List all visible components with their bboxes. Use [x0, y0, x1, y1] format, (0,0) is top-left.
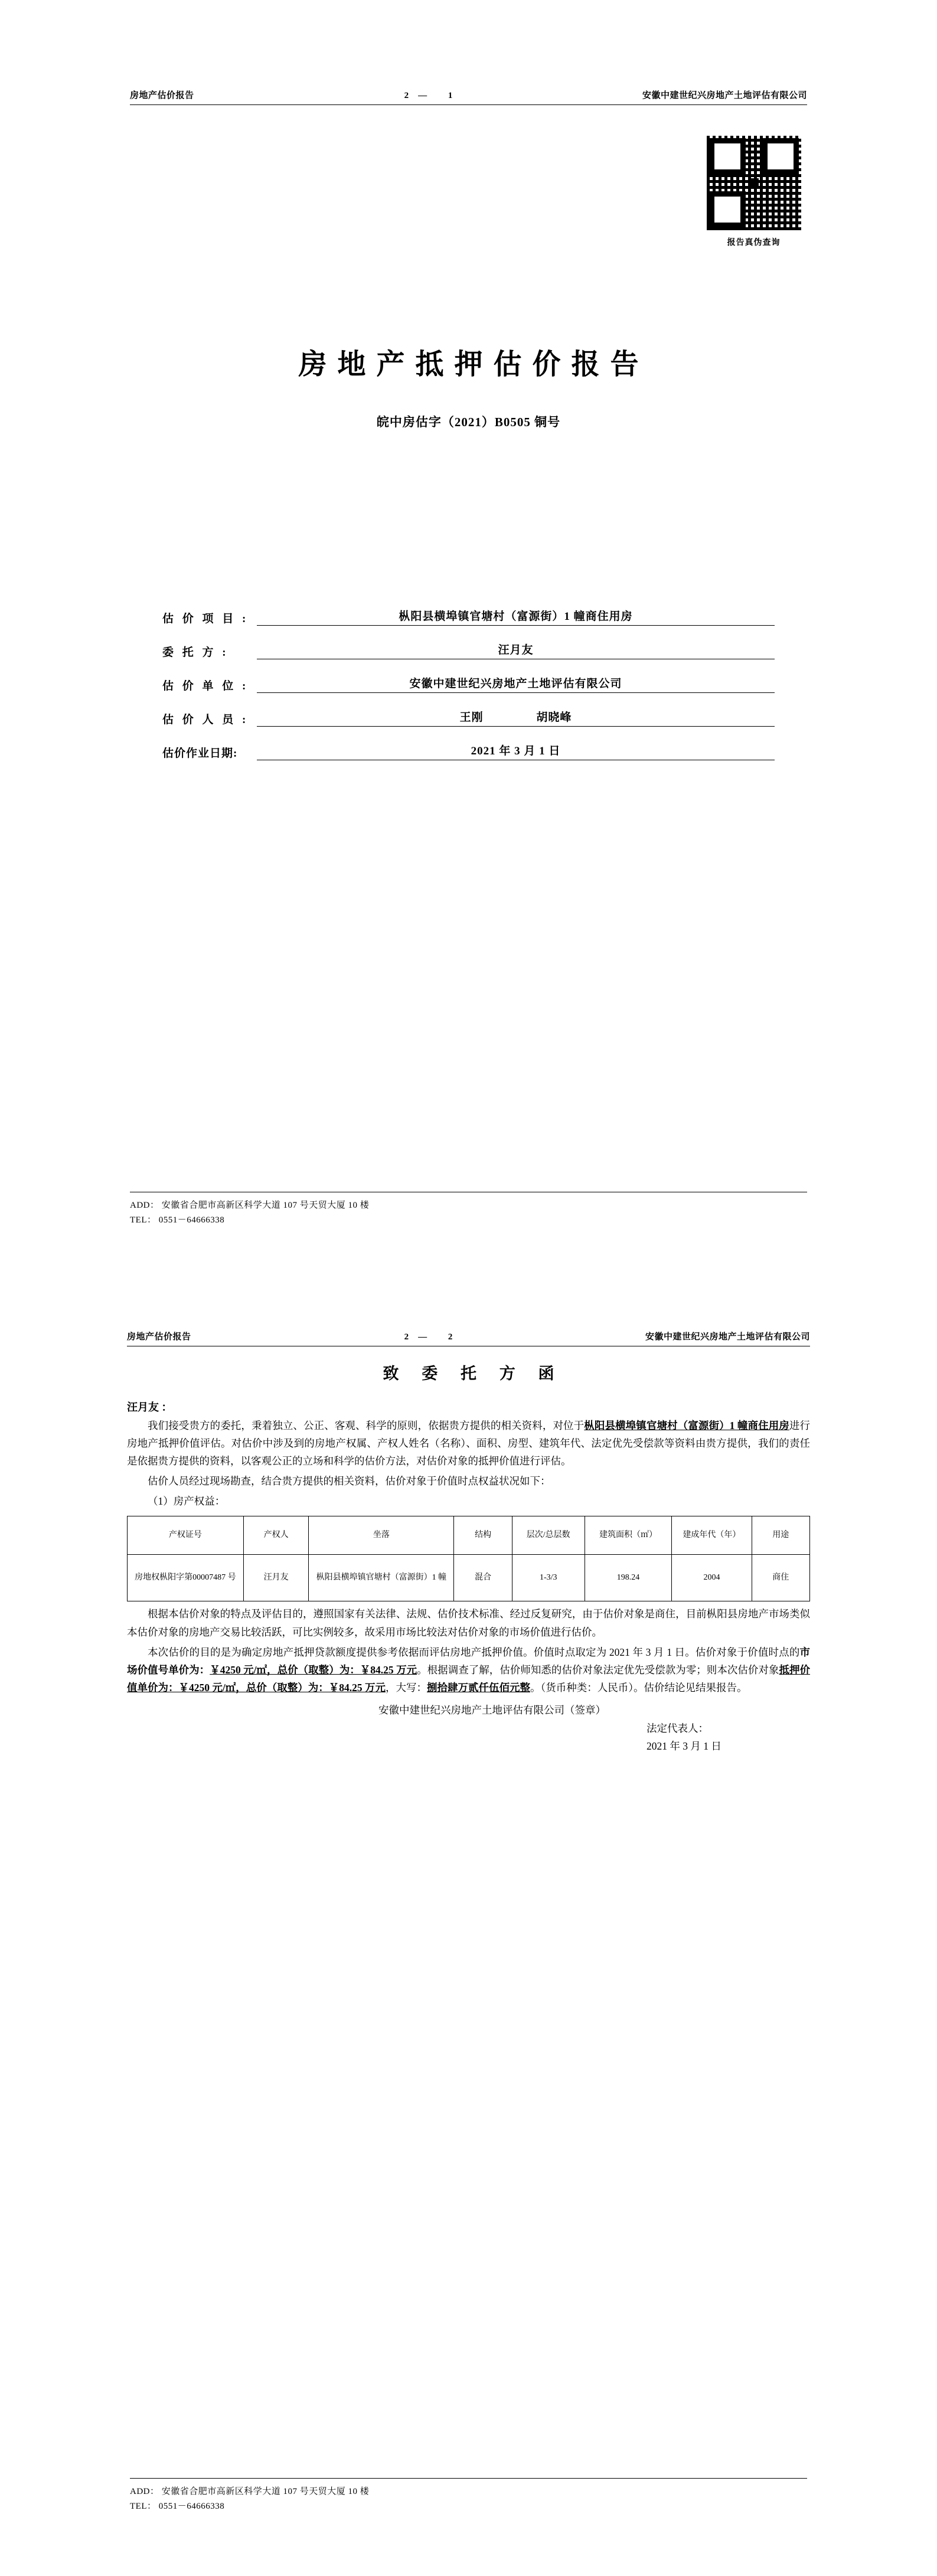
- field-label-client: 委 托 方 :: [162, 646, 229, 659]
- field-label-appraisal-company: 估 价 单 位 :: [162, 680, 249, 692]
- field-value-project: 枞阳县横埠镇官塘村（富源街）1 幢商住用房: [257, 607, 775, 626]
- field-value-client: 汪月友: [257, 641, 775, 659]
- page2-running-header: [127, 1330, 810, 1346]
- para1-subject-property: 枞阳县横埠镇官塘村（富源街）1 幢商住用房: [584, 1420, 789, 1431]
- page1-running-header: [130, 89, 807, 105]
- para5-mortgage-value-amount: 抵押价值单价为：￥4250 元/㎡，总价（取整）为：￥84.25 万元: [127, 1663, 811, 1694]
- qr-code-icon[interactable]: [707, 136, 801, 230]
- letter-paragraph-4: 根据本估价对象的特点及评估目的，遵照国家有关法律、法规、估价技术标准、经过反复研究，由于估价对象是商住，目前枞阳县房地产市场类似本估价对象的房地产交易比较活跃，可比实例较多，故采用市场比较法对估价对象的市场价值进行估价。: [127, 1608, 810, 1638]
- report-number: 皖中房估字（2021）B0505 铜号: [376, 415, 561, 429]
- para5-part-d: 。根据调查了解，估价师知悉的估价对象法定优先受偿款为零；则本次估价对象: [417, 1663, 779, 1676]
- field-value-appraisal-company: 安徽中建世纪兴房地产土地评估有限公司: [257, 675, 775, 693]
- running-header-page-number-2: 2: [448, 1332, 462, 1342]
- para5-part-a: 本次估价的目的是为确定房地产抵押贷款额度提供参考依据而评估房地产抵押价值。价值时点取定为 2021 年 3 月 1 日。估价对象于价值时点的: [148, 1646, 800, 1658]
- th-floor: 层次/总层数: [512, 1516, 585, 1555]
- td-use: 商住: [752, 1555, 809, 1601]
- field-label-project: 估 价 项 目 :: [162, 613, 249, 625]
- footer-tel: TEL： 0551－64666338: [130, 1215, 225, 1225]
- field-value-appraisers: [257, 708, 775, 727]
- para5-part-f: ，大写：: [386, 1681, 427, 1694]
- document-page-2: [0, 1290, 937, 2576]
- field-row-date: [162, 742, 775, 760]
- letter-paragraph-3: （1）房产权益：: [148, 1495, 226, 1508]
- running-header-section: 2—: [404, 91, 437, 100]
- letter-paragraph-2: 估价人员经过现场勘查，结合贵方提供的相关资料，估价对象于价值时点权益状况如下：: [148, 1475, 551, 1488]
- td-certificate-no: 房地权枞阳字第00007487 号: [128, 1555, 244, 1601]
- para1-part-a: 我们接受贵方的委托，秉着独立、公正、客观、科学的原则，依据贵方提供的相关资料，对位于: [148, 1420, 585, 1431]
- running-header-right: 安徽中建世纪兴房地产土地评估有限公司: [642, 91, 807, 100]
- th-year-built: 建成年代（年）: [672, 1516, 752, 1555]
- running-header-page-number: 1: [448, 91, 462, 100]
- th-location: 坐落: [309, 1516, 454, 1555]
- field-value-date: 2021 年 3 月 1 日: [257, 742, 775, 760]
- th-structure: 结构: [454, 1516, 512, 1555]
- running-header-page-marker: [266, 91, 571, 101]
- td-location: 枞阳县横埠镇官塘村（富源街）1 幢: [309, 1555, 454, 1601]
- footer-address-2: ADD： 安徽省合肥市高新区科学大道 107 号天贸大厦 10 楼: [130, 2487, 370, 2496]
- letter-salutation: 汪月友 ：: [127, 1401, 172, 1413]
- field-row-appraisers: [162, 708, 775, 727]
- td-structure: 混合: [454, 1555, 512, 1601]
- field-label-date: 估价作业日期:: [162, 747, 238, 760]
- qr-finder-bottom-left: [709, 191, 746, 228]
- letter-paragraph-5: [127, 1643, 810, 1696]
- th-use: 用途: [752, 1516, 809, 1555]
- table-row: [128, 1555, 810, 1601]
- field-row-appraisal-company: [162, 675, 775, 693]
- signature-legal-representative: 法定代表人：: [647, 1722, 709, 1734]
- page-title: 房地产抵押估价报告: [298, 349, 649, 380]
- para1-part-c: 进行房地产抵押价值评估。对估价中涉及到的房地产权属、产权人姓名（名称）、面积、房型、建筑年代、法定优先受偿款等资料由贵方提供，我们的责任是依据贵方提供的资料，以客观公正的立场和科学的估价方法，对估价对象的抵押价值进行评估。: [127, 1420, 811, 1467]
- td-year-built: 2004: [672, 1555, 752, 1601]
- para5-part-h: 。（货币种类：人民币）。估价结论见结果报告。: [530, 1681, 747, 1694]
- footer-address: ADD： 安徽省合肥市高新区科学大道 107 号天贸大厦 10 楼: [130, 1201, 370, 1210]
- appraiser-name-2: 胡晓峰: [536, 711, 572, 724]
- signature-company: 安徽中建世纪兴房地产土地评估有限公司（签章）: [378, 1704, 606, 1716]
- qr-verification-block: [699, 136, 808, 248]
- running-header-left-2: 房地产估价报告: [127, 1332, 191, 1342]
- running-header-section-2: 2—: [404, 1332, 437, 1342]
- running-header-left: 房地产估价报告: [130, 91, 194, 100]
- table-header-row: [128, 1516, 810, 1555]
- qr-caption: 报告真伪查询: [727, 238, 781, 247]
- th-area: 建筑面积（㎡）: [585, 1516, 672, 1555]
- th-certificate-no: 产权证号: [128, 1516, 244, 1555]
- field-row-client: [162, 641, 775, 659]
- page2-footer: [130, 2478, 807, 2514]
- td-floor: 1-3/3: [512, 1555, 585, 1601]
- field-label-appraisers: 估 价 人 员 :: [162, 714, 249, 726]
- signature-date: 2021 年 3 月 1 日: [647, 1740, 721, 1753]
- para5-market-value-label: 市场价值号单价为：: [127, 1646, 810, 1676]
- footer-tel-2: TEL： 0551－64666338: [130, 2502, 225, 2511]
- td-area: 198.24: [585, 1555, 672, 1601]
- field-row-project: [162, 607, 775, 626]
- td-owner: 汪月友: [243, 1555, 309, 1601]
- running-header-page-marker-2: [263, 1332, 574, 1342]
- letter-paragraph-1: [127, 1417, 810, 1470]
- letter-title: 致 委 托 方 函: [383, 1365, 564, 1382]
- signature-block: [127, 1701, 810, 1756]
- th-owner: 产权人: [243, 1516, 309, 1555]
- appraiser-name-1: 王刚: [459, 711, 484, 724]
- para5-market-value-amount: ￥4250 元/㎡，总价（取整）为：￥84.25 万元: [210, 1663, 417, 1676]
- para5-amount-in-words: 捌拾肆万贰仟伍佰元整: [427, 1681, 530, 1694]
- property-rights-table: [127, 1516, 810, 1601]
- page1-footer: [130, 1192, 807, 1228]
- running-header-right-2: 安徽中建世纪兴房地产土地评估有限公司: [645, 1332, 810, 1342]
- cover-fields: [130, 607, 807, 760]
- qr-center-dot: [749, 178, 759, 188]
